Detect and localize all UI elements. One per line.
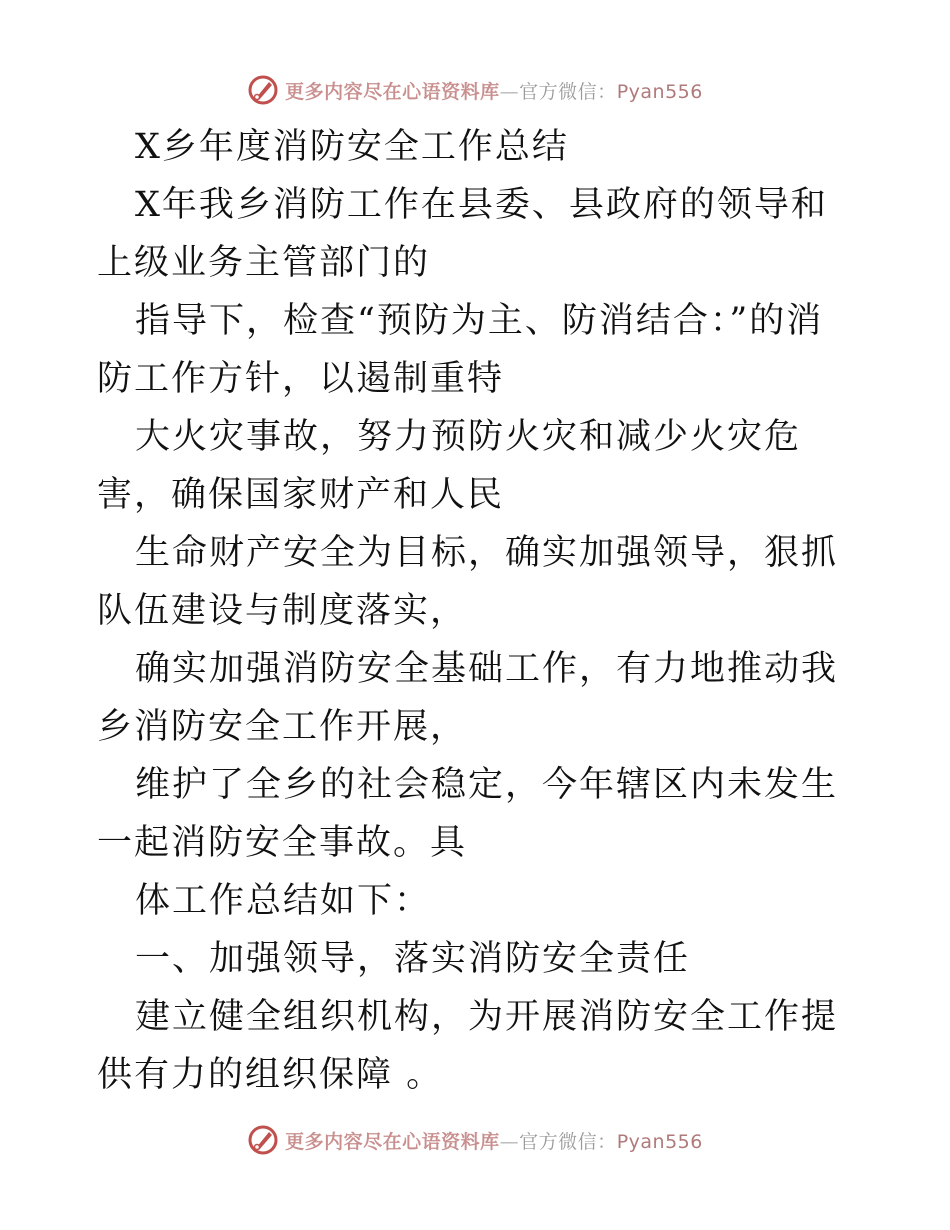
paragraph: X年我乡消防工作在县委、县政府的领导和上级业务主管部门的 xyxy=(97,185,828,283)
paragraph: 生命财产安全为目标，确实加强领导，狠抓队伍建设与制度落实， xyxy=(97,533,839,631)
banner-slogan: 更多内容尽在心语资料库 xyxy=(285,80,500,103)
banner-dash: — xyxy=(499,1130,520,1153)
banner-official-label: 官方微信： xyxy=(519,80,617,103)
paragraph: 大火灾事故，努力预防火灾和减少火灾危害，确保国家财产和人民 xyxy=(97,417,802,515)
banner-dash: — xyxy=(499,80,520,103)
paragraph: 指导下，检查“预防为主、防消结合：”的消防工作方针，以遏制重特 xyxy=(97,301,824,399)
banner-wechat-id: Pyan556 xyxy=(616,80,703,103)
quill-logo-icon xyxy=(247,1124,279,1156)
document-body xyxy=(97,118,857,1104)
banner-text xyxy=(285,1127,703,1154)
banner-slogan: 更多内容尽在心语资料库 xyxy=(285,1130,500,1153)
quill-logo-icon xyxy=(247,74,279,106)
paragraph: 维护了全乡的社会稳定，今年辖区内未发生一起消防安全事故。具 xyxy=(97,765,839,863)
paragraph: 确实加强消防安全基础工作，有力地推动我乡消防安全工作开展， xyxy=(97,649,839,747)
footer-banner xyxy=(0,1120,950,1160)
banner-wechat-id: Pyan556 xyxy=(616,1130,703,1153)
section-heading: 一、加强领导，落实消防安全责任 xyxy=(135,939,691,979)
banner-official-label: 官方微信： xyxy=(519,1130,617,1153)
document-title: X乡年度消防安全工作总结 xyxy=(135,127,569,167)
paragraph: 体工作总结如下： xyxy=(135,881,432,921)
header-banner xyxy=(0,70,950,110)
banner-text xyxy=(285,77,703,104)
paragraph: 建立健全组织机构，为开展消防安全工作提供有力的组织保障 。 xyxy=(97,997,839,1095)
